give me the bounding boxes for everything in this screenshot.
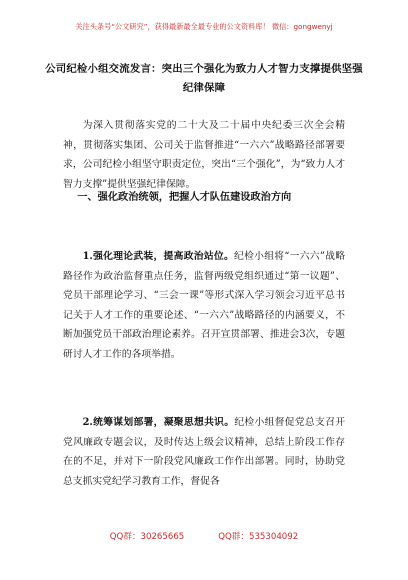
intro-paragraph: 为深入贯彻落实党的二十大及二十届中央纪委三次全会精神，贯彻落实集团、公司关于监督推进“一六六”战略路径部署要求，公司纪检小组坚守职责定位，突出“三个强化”，为“致力人才智力支撑”提供坚强纪律保障。 bbox=[63, 120, 345, 190]
promo-banner: 关注头条号“公文研究”，获得最新最全最专业的公文资料库！ 微信：gongwenyj bbox=[75, 22, 333, 31]
item-1-lead: 1.强化理论武装，提高政治站位。 bbox=[82, 251, 235, 262]
item-2-lead: 2.统筹谋划部署，凝聚思想共识。 bbox=[82, 417, 235, 428]
document-title: 公司纪检小组交流发言：突出三个强化为致力人才智力支撑提供坚强纪律保障 bbox=[45, 63, 363, 94]
footer-qq-group-2: QQ群：535304092 bbox=[218, 532, 299, 542]
footer-contacts bbox=[0, 530, 408, 542]
item-1-text: 纪检小组将“一六六”战略路径作为政治监督重点任务，监督两级党组织通过“第一议题”、党员干部理论学习、“三会一课”等形式深入学习领会习近平总书记关于人才工作的重要论述、“一六六”战略路径的内涵要义，不断加强党员干部政治理论素养。召开宣贯部署、推进会3次，专题研讨人才工作的各项举措。 bbox=[63, 251, 345, 360]
paragraph-item-2 bbox=[63, 413, 345, 491]
footer-qq-group-1: QQ群：30265665 bbox=[109, 532, 185, 542]
item-2-text: 纪检小组督促党总支召开党风廉政专题会议，及时传达上级会议精神，总结上阶段工作存在的不足，并对下一阶段党风廉政工作作出部署。同时，协助党总支抓实党纪学习教育工作，督促各 bbox=[63, 417, 345, 487]
paragraph-item-1 bbox=[63, 247, 345, 364]
section-heading-1: 一、强化政治统领，把握人才队伍建设政治方向 bbox=[77, 191, 292, 203]
